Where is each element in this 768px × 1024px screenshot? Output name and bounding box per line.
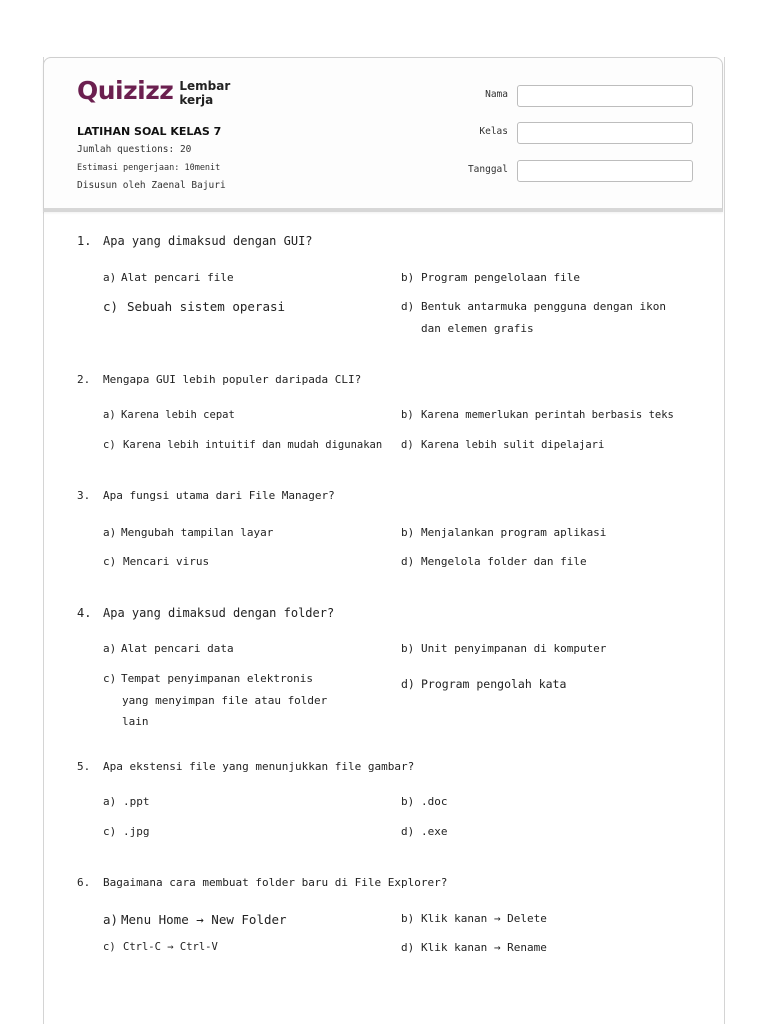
question-number: 2.: [77, 373, 91, 386]
option-text-line2: yang menyimpan file atau folder: [122, 693, 328, 707]
question-3: [77, 489, 335, 502]
option-letter: d): [401, 677, 415, 691]
question-1: [77, 234, 313, 248]
question-text: Apa ekstensi file yang menunjukkan file gambar?: [103, 760, 415, 773]
option-text: .ppt: [123, 795, 150, 808]
option-text: Mengelola folder dan file: [421, 555, 587, 568]
quizizz-logo: [77, 76, 239, 107]
date-field[interactable]: [517, 160, 693, 182]
option-text: Alat pencari data: [121, 642, 234, 655]
question-number: 1.: [77, 234, 92, 248]
option-2a: [103, 409, 235, 421]
option-5a: [103, 795, 150, 808]
option-text: Unit penyimpanan di komputer: [421, 642, 607, 655]
question-number: 6.: [77, 876, 91, 889]
worksheet-title: LATIHAN SOAL KELAS 7: [77, 125, 222, 138]
option-3a: [103, 526, 273, 539]
option-text: Sebuah sistem operasi: [127, 299, 286, 314]
option-4d: [401, 677, 566, 691]
option-text: Karena lebih sulit dipelajari: [421, 439, 605, 451]
option-text: Tempat penyimpanan elektronis: [121, 672, 314, 685]
option-text: .doc: [421, 795, 448, 808]
option-1c: [103, 299, 285, 314]
question-4: [77, 606, 334, 620]
option-letter: c): [103, 299, 119, 314]
option-5b: [401, 795, 448, 808]
option-text: Program pengolah kata: [421, 677, 567, 691]
option-5c: [103, 825, 150, 838]
option-text: Karena lebih intuitif dan mudah digunakan: [123, 439, 383, 451]
option-letter: b): [401, 795, 415, 808]
option-text: Karena lebih cepat: [121, 409, 235, 421]
option-1a: [103, 271, 234, 284]
question-2: [77, 373, 361, 386]
class-label: Kelas: [479, 126, 508, 137]
option-4a: [103, 642, 234, 655]
question-text: Apa yang dimaksud dengan folder?: [103, 606, 335, 620]
question-number: 3.: [77, 489, 91, 502]
author-line: Disusun oleh Zaenal Bajuri: [77, 180, 226, 191]
option-letter: b): [401, 642, 415, 655]
option-2d: [401, 439, 604, 451]
option-text: Mengubah tampilan layar: [121, 526, 274, 539]
option-6d: [401, 941, 547, 954]
option-3b: [401, 526, 606, 539]
date-label: Tanggal: [467, 164, 508, 175]
option-2b: [401, 409, 674, 421]
question-text: Mengapa GUI lebih populer daripada CLI?: [103, 373, 362, 386]
option-letter: d): [401, 300, 415, 313]
option-text: Alat pencari file: [121, 271, 234, 284]
question-number: 5.: [77, 760, 91, 773]
option-text: Menjalankan program aplikasi: [421, 526, 607, 539]
question-number: 4.: [77, 606, 92, 620]
option-text: .exe: [421, 825, 448, 838]
option-text-line3: lain: [122, 715, 149, 728]
name-field[interactable]: [517, 85, 693, 107]
option-letter: c): [103, 672, 117, 685]
option-3c: [103, 555, 209, 568]
option-letter: b): [401, 271, 415, 284]
option-letter: a): [103, 795, 117, 808]
option-letter: a): [103, 409, 116, 421]
option-letter: b): [401, 409, 414, 421]
question-6: [77, 876, 447, 889]
option-3d: [401, 555, 587, 568]
logo-wordmark: Quizizz: [77, 76, 174, 105]
option-text: Klik kanan → Delete: [421, 912, 547, 925]
option-letter: d): [401, 941, 415, 954]
option-text: Menu Home → New Folder: [121, 912, 287, 927]
option-letter: a): [103, 526, 117, 539]
option-6c: [103, 941, 218, 953]
option-letter: c): [103, 439, 116, 451]
option-letter: a): [103, 912, 119, 927]
option-2c: [103, 439, 382, 451]
option-text: Program pengelolaan file: [421, 271, 580, 284]
option-5d: [401, 825, 448, 838]
worksheet-header: [43, 57, 723, 212]
option-4c: [103, 668, 353, 733]
option-4b: [401, 642, 606, 655]
question-text: Bagaimana cara membuat folder baru di File Explorer?: [103, 876, 448, 889]
option-letter: a): [103, 642, 117, 655]
option-letter: b): [401, 526, 415, 539]
option-text: .jpg: [123, 825, 150, 838]
option-letter: a): [103, 271, 117, 284]
class-field[interactable]: [517, 122, 693, 144]
question-text: Apa fungsi utama dari File Manager?: [103, 489, 335, 502]
option-text: Karena memerlukan perintah berbasis teks: [421, 409, 674, 421]
option-letter: d): [401, 439, 414, 451]
option-text: Ctrl-C → Ctrl-V: [123, 941, 218, 953]
option-text-line2: dan elemen grafis: [421, 321, 534, 335]
option-text: Bentuk antarmuka pengguna dengan ikon: [421, 300, 667, 313]
name-label: Nama: [485, 89, 508, 100]
option-letter: d): [401, 555, 415, 568]
option-letter: c): [103, 825, 117, 838]
option-1b: [401, 271, 580, 284]
option-letter: c): [103, 555, 117, 568]
option-text: Klik kanan → Rename: [421, 941, 547, 954]
option-letter: c): [103, 941, 116, 953]
time-estimate: Estimasi pengerjaan: 10menit: [77, 163, 221, 173]
question-count: Jumlah questions: 20: [77, 144, 192, 155]
option-letter: b): [401, 912, 415, 925]
option-6a: [103, 912, 287, 927]
option-6b: [401, 912, 547, 925]
logo-subtitle: Lembar kerja: [179, 79, 231, 107]
option-text: Mencari virus: [123, 555, 210, 568]
question-text: Apa yang dimaksud dengan GUI?: [103, 234, 313, 248]
option-1d: [401, 296, 701, 339]
option-letter: d): [401, 825, 415, 838]
question-5: [77, 760, 414, 773]
